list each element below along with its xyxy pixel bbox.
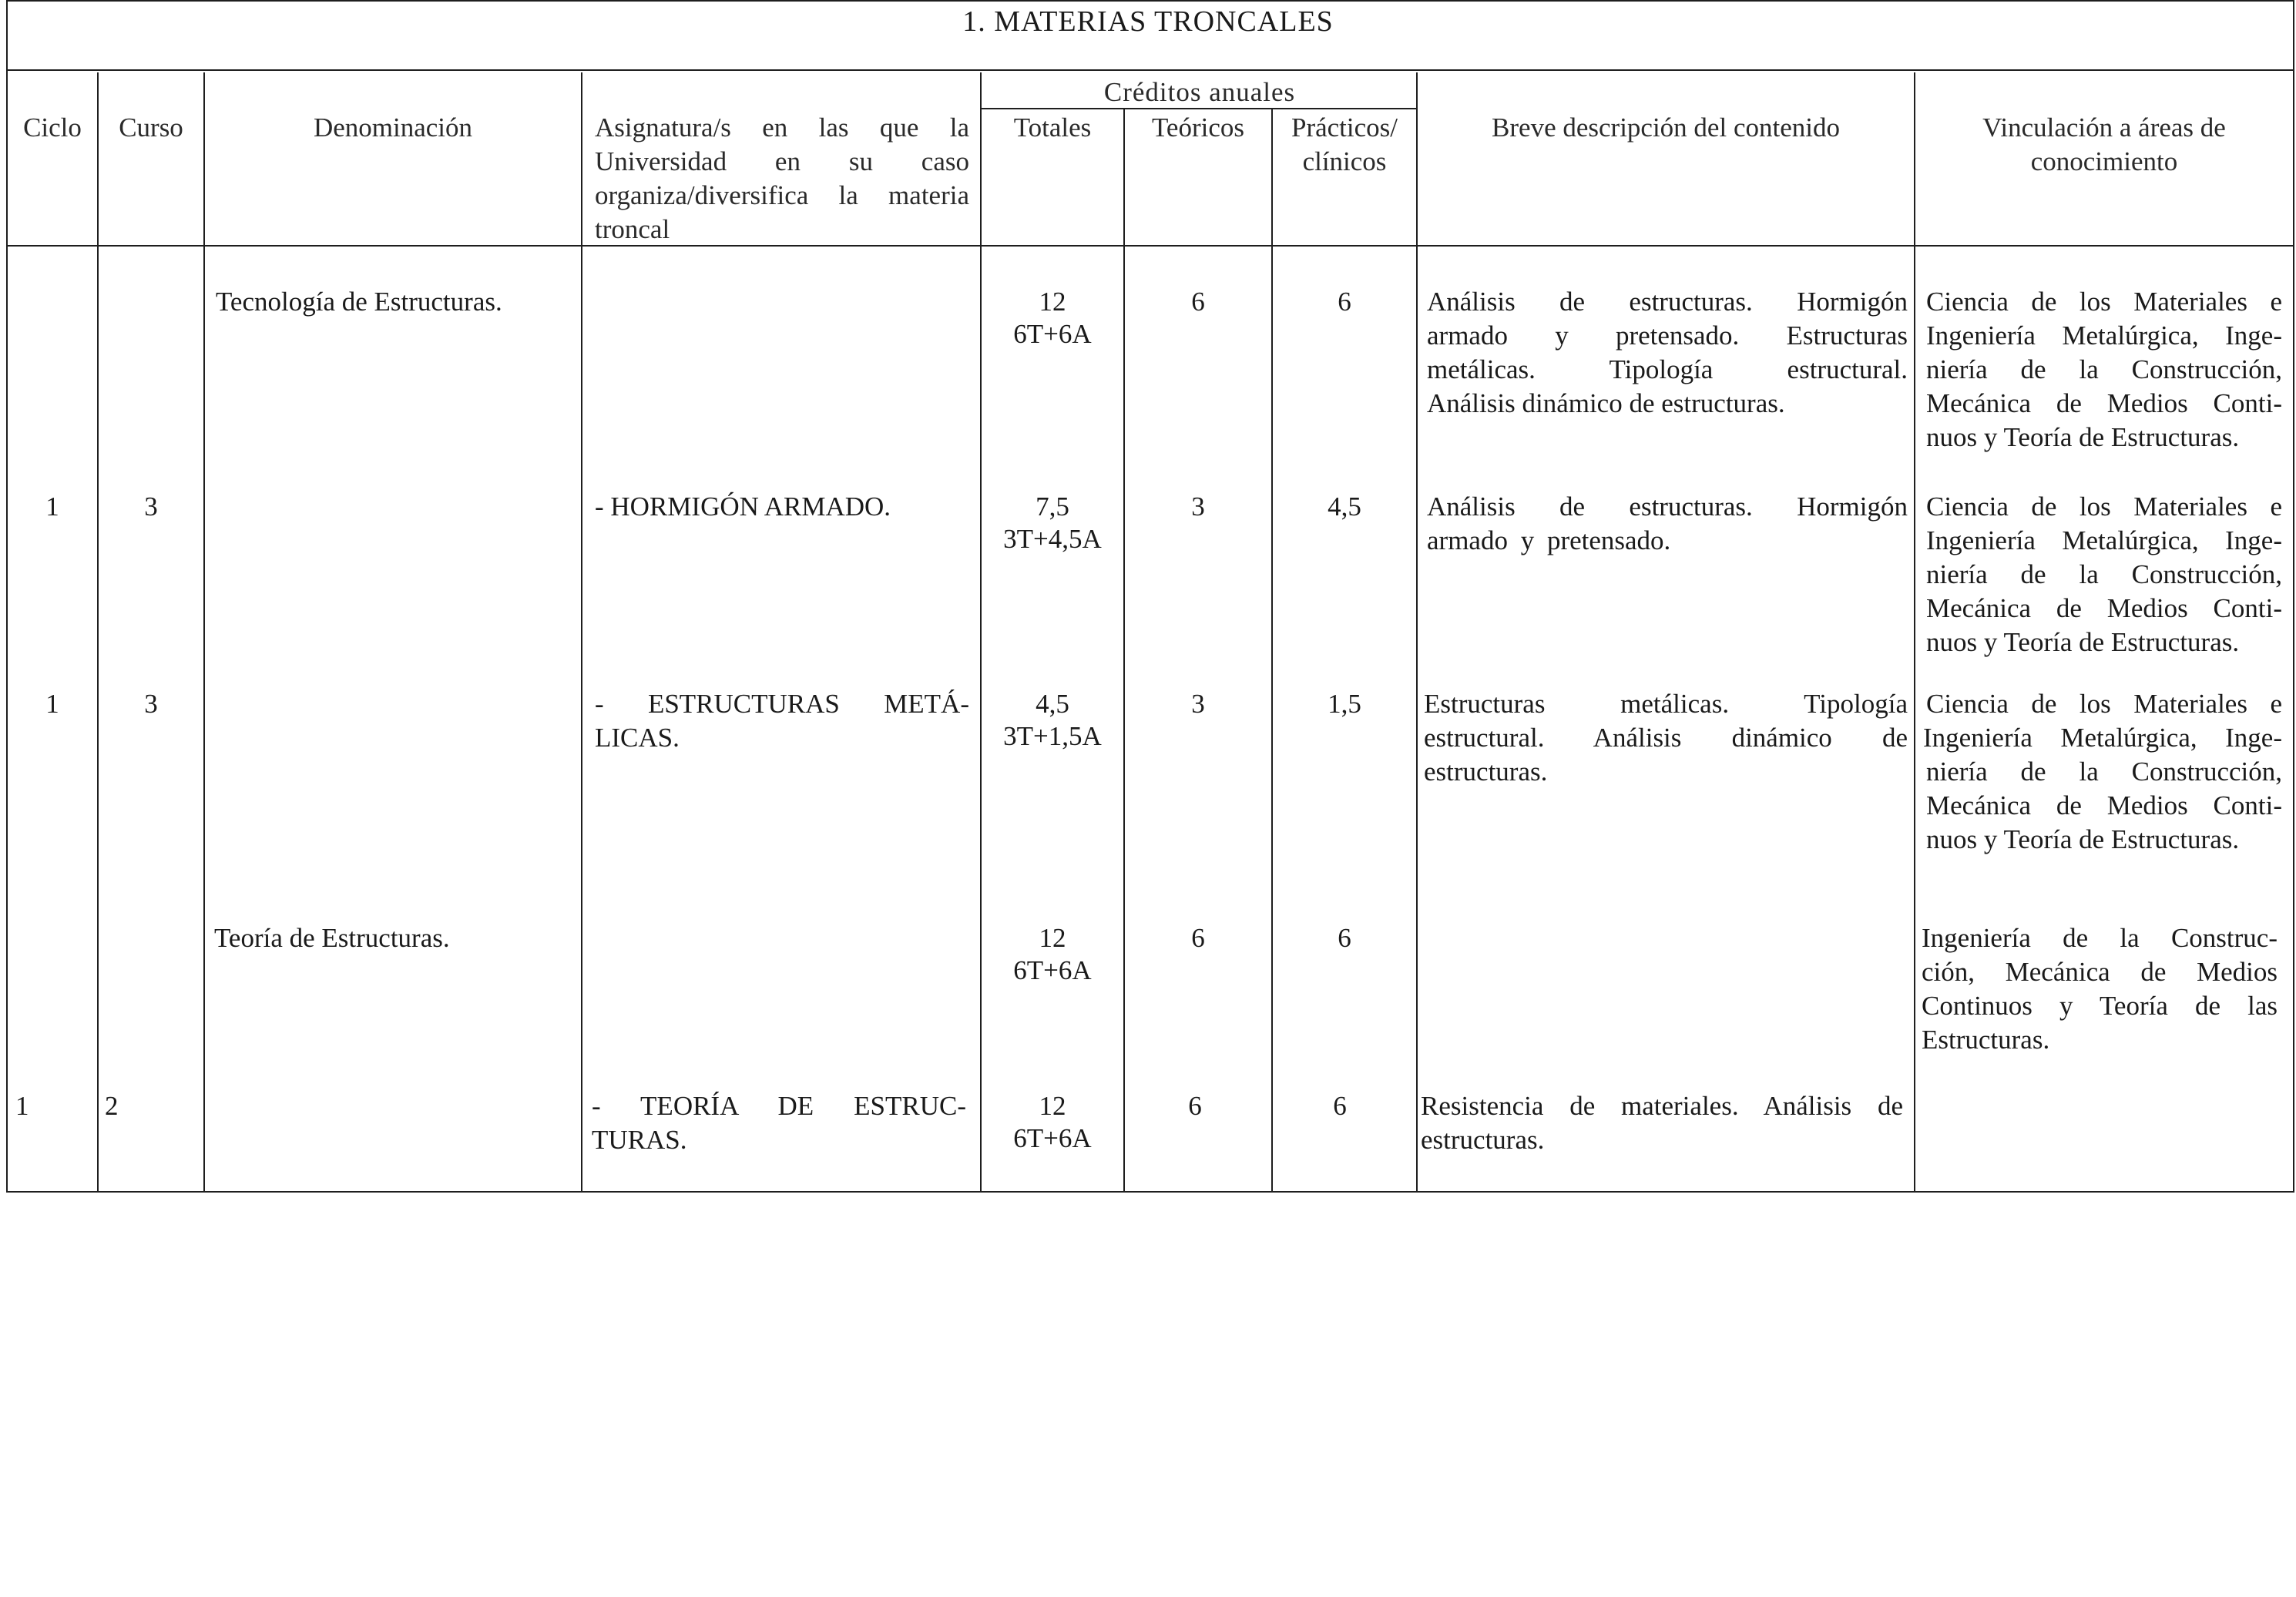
row-practicos: 6 bbox=[1333, 1091, 1347, 1121]
header-divider bbox=[6, 245, 2294, 247]
header-vinculacion-line: conocimiento bbox=[2030, 146, 2178, 176]
col-rule-asignatura bbox=[581, 72, 582, 1191]
row-vinculacion-line: ción, Mecánica de Medios bbox=[1922, 957, 2278, 987]
row-vinculacion-line: Ingeniería Metalúrgica, Inge- bbox=[1923, 723, 2282, 753]
header-creditos-anuales: Créditos anuales bbox=[1103, 77, 1296, 107]
col-rule-vinculacion bbox=[1914, 72, 1915, 1191]
row-vinculacion-line: Ciencia de los Materiales e bbox=[1926, 689, 2282, 719]
row-totales-breakdown: 3T+4,5A bbox=[1003, 524, 1102, 554]
row-vinculacion-line: niería de la Construcción, bbox=[1926, 757, 2282, 787]
row-teoricos: 6 bbox=[1191, 287, 1205, 317]
row-totales: 12 bbox=[1039, 923, 1066, 953]
row-totales: 7,5 bbox=[1036, 492, 1069, 522]
row-denominacion: Teoría de Estructuras. bbox=[214, 923, 450, 953]
row-practicos: 6 bbox=[1338, 923, 1351, 953]
col-rule-curso bbox=[97, 72, 99, 1191]
row-teoricos: 3 bbox=[1191, 689, 1205, 719]
row-vinculacion-line: Estructuras. bbox=[1922, 1025, 2050, 1055]
row-teoricos: 3 bbox=[1191, 492, 1205, 522]
row-curso: 3 bbox=[144, 492, 158, 522]
header-denominacion: Denominación bbox=[313, 112, 473, 143]
row-descripcion-line: Análisis de estructuras. Hormigón bbox=[1427, 492, 1908, 522]
row-practicos: 1,5 bbox=[1328, 689, 1361, 719]
row-totales-breakdown: 6T+6A bbox=[1013, 319, 1092, 349]
row-descripcion-line: Estructuras metálicas. Tipología bbox=[1424, 689, 1908, 719]
col-rule-teoricos bbox=[1123, 108, 1125, 1191]
row-curso: 2 bbox=[105, 1091, 119, 1121]
row-descripcion-line: estructural. Análisis dinámico de bbox=[1424, 723, 1908, 753]
header-teoricos: Teóricos bbox=[1151, 112, 1244, 143]
row-descripcion-line: metálicas. Tipología estructural. bbox=[1427, 354, 1908, 384]
row-descripcion-line: armado y pretensado. bbox=[1427, 525, 1671, 555]
col-rule-practicos bbox=[1271, 108, 1273, 1191]
header-curso: Curso bbox=[119, 112, 183, 143]
row-asignatura-line: - ESTRUCTURAS METÁ- bbox=[595, 689, 969, 719]
row-totales: 4,5 bbox=[1036, 689, 1069, 719]
header-asignaturas-line: Universidad en su caso bbox=[595, 146, 969, 176]
row-totales-breakdown: 6T+6A bbox=[1013, 1123, 1092, 1153]
frame-left bbox=[6, 0, 8, 1193]
title-divider bbox=[6, 69, 2294, 71]
row-totales-breakdown: 6T+6A bbox=[1013, 955, 1092, 985]
row-teoricos: 6 bbox=[1188, 1091, 1202, 1121]
col-rule-totales bbox=[980, 72, 982, 1191]
row-vinculacion-line: Ciencia de los Materiales e bbox=[1926, 492, 2282, 522]
frame-right bbox=[2293, 0, 2294, 1193]
row-asignatura-line: LICAS. bbox=[595, 723, 680, 753]
row-totales-breakdown: 3T+1,5A bbox=[1003, 721, 1102, 751]
header-vinculacion-line: Vinculación a áreas de bbox=[1982, 112, 2226, 143]
header-asignaturas-line: organiza/diversifica la materia bbox=[595, 180, 969, 210]
row-asignatura-line: - HORMIGÓN ARMADO. bbox=[595, 492, 891, 522]
row-practicos: 4,5 bbox=[1328, 492, 1361, 522]
row-vinculacion-line: Ingeniería Metalúrgica, Inge- bbox=[1926, 320, 2282, 351]
row-vinculacion-line: Ciencia de los Materiales e bbox=[1926, 287, 2282, 317]
row-asignatura-line: - TEORÍA DE ESTRUC- bbox=[592, 1091, 966, 1121]
row-vinculacion-line: Continuos y Teoría de las bbox=[1922, 991, 2278, 1021]
header-practicos-line: clínicos bbox=[1302, 146, 1387, 176]
row-vinculacion-line: Mecánica de Medios Conti- bbox=[1926, 593, 2282, 623]
col-rule-denominacion bbox=[203, 72, 205, 1191]
row-ciclo: 1 bbox=[45, 689, 59, 719]
header-asignaturas-line: troncal bbox=[595, 214, 670, 244]
row-vinculacion-line: Mecánica de Medios Conti- bbox=[1926, 388, 2282, 418]
col-rule-descripcion bbox=[1416, 72, 1418, 1191]
row-vinculacion-line: Mecánica de Medios Conti- bbox=[1926, 790, 2282, 820]
row-vinculacion-line: niería de la Construcción, bbox=[1926, 559, 2282, 589]
row-teoricos: 6 bbox=[1191, 923, 1205, 953]
row-vinculacion-line: Ingeniería de la Construc- bbox=[1922, 923, 2278, 953]
row-ciclo: 1 bbox=[15, 1091, 29, 1121]
row-descripcion-line: Análisis dinámico de estructuras. bbox=[1427, 388, 1785, 418]
row-vinculacion-line: niería de la Construcción, bbox=[1926, 354, 2282, 384]
header-descripcion: Breve descripción del contenido bbox=[1492, 112, 1840, 143]
row-ciclo: 1 bbox=[45, 492, 59, 522]
row-asignatura-line: TURAS. bbox=[592, 1125, 687, 1155]
row-vinculacion-line: nuos y Teoría de Estructuras. bbox=[1926, 627, 2240, 657]
row-vinculacion-line: nuos y Teoría de Estructuras. bbox=[1926, 422, 2240, 452]
header-totales: Totales bbox=[1013, 112, 1092, 143]
row-denominacion: Tecnología de Estructuras. bbox=[216, 287, 502, 317]
row-descripcion-line: estructuras. bbox=[1421, 1125, 1545, 1155]
header-asignaturas-line: Asignatura/s en las que la bbox=[595, 112, 969, 143]
row-totales: 12 bbox=[1039, 1091, 1066, 1121]
header-ciclo: Ciclo bbox=[23, 112, 82, 143]
header-practicos-line: Prácticos/ bbox=[1291, 112, 1398, 143]
row-descripcion-line: estructuras. bbox=[1424, 757, 1548, 787]
row-descripcion-line: armado y pretensado. Estructuras bbox=[1427, 320, 1908, 351]
row-totales: 12 bbox=[1039, 287, 1066, 317]
row-descripcion-line: Resistencia de materiales. Análisis de bbox=[1421, 1091, 1903, 1121]
row-practicos: 6 bbox=[1338, 287, 1351, 317]
row-vinculacion-line: nuos y Teoría de Estructuras. bbox=[1926, 824, 2240, 854]
row-descripcion-line: Análisis de estructuras. Hormigón bbox=[1427, 287, 1908, 317]
frame-bottom bbox=[6, 1191, 2294, 1193]
row-curso: 3 bbox=[144, 689, 158, 719]
document-title: 1. MATERIAS TRONCALES bbox=[962, 5, 1334, 38]
row-vinculacion-line: Ingeniería Metalúrgica, Inge- bbox=[1926, 525, 2282, 555]
frame-top bbox=[6, 0, 2294, 2]
